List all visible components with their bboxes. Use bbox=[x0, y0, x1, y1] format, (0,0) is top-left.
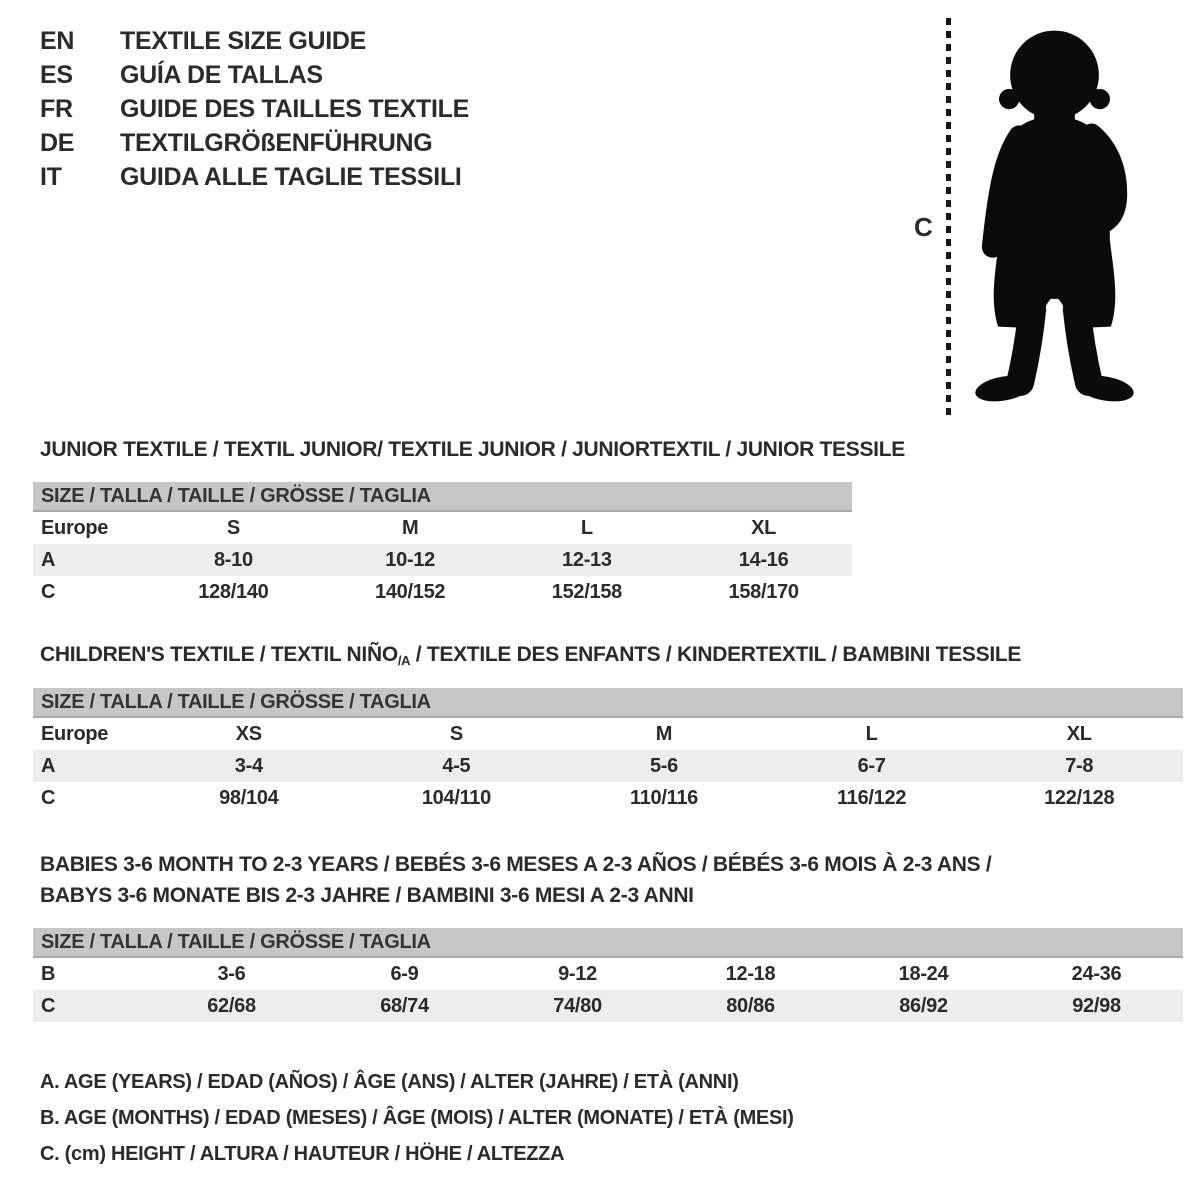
row-label: C bbox=[41, 994, 56, 1017]
lang-row-it bbox=[40, 160, 469, 194]
cell: 110/116 bbox=[629, 786, 698, 809]
cell: 92/98 bbox=[1072, 994, 1121, 1017]
cell: 116/122 bbox=[837, 786, 907, 809]
cell: 5-6 bbox=[649, 754, 678, 777]
cell: 8-10 bbox=[213, 548, 253, 571]
children-title-suffix: / TEXTILE DES ENFANTS / KINDERTEXTIL / BAMBINI TESSILE bbox=[410, 643, 1022, 666]
cell: 98/104 bbox=[219, 786, 279, 809]
lang-row-fr bbox=[40, 92, 469, 126]
cell: 3-4 bbox=[234, 754, 263, 777]
cell: 158/170 bbox=[728, 580, 799, 603]
lang-row-de bbox=[40, 126, 469, 160]
babies-size-table bbox=[33, 928, 1183, 1022]
legend-line-a: A. AGE (YEARS) / EDAD (AÑOS) / ÂGE (ANS) / ALTER (JAHRE) / ETÀ (ANNI) bbox=[40, 1071, 739, 1093]
babies-section-title bbox=[40, 849, 991, 911]
cell: 62/68 bbox=[207, 994, 256, 1017]
language-title-list bbox=[40, 24, 469, 194]
babies-months-row bbox=[33, 958, 1183, 990]
lang-code: FR bbox=[40, 95, 73, 123]
size-col: L bbox=[580, 516, 593, 539]
region-label: Europe bbox=[41, 516, 109, 539]
lang-code: IT bbox=[40, 163, 62, 191]
cell: 152/158 bbox=[551, 580, 622, 603]
measurement-legend bbox=[40, 1064, 794, 1172]
children-size-header-bar: SIZE / TALLA / TAILLE / GRÖSSE / TAGLIA bbox=[33, 688, 1183, 718]
lang-label: GUÍA DE TALLAS bbox=[120, 61, 323, 89]
row-label: A bbox=[41, 754, 56, 777]
cell: 18-24 bbox=[898, 962, 949, 985]
lang-label: TEXTILE SIZE GUIDE bbox=[120, 27, 367, 55]
cell: 104/110 bbox=[421, 786, 491, 809]
junior-size-header-bar: SIZE / TALLA / TAILLE / GRÖSSE / TAGLIA bbox=[33, 482, 852, 512]
junior-columns-row bbox=[33, 512, 852, 544]
cell: 6-7 bbox=[857, 754, 886, 777]
region-label: Europe bbox=[41, 722, 109, 745]
cell: 122/128 bbox=[1044, 786, 1115, 809]
height-dashed-line bbox=[946, 18, 951, 416]
cell: 24-36 bbox=[1071, 962, 1122, 985]
junior-section-title: JUNIOR TEXTILE / TEXTIL JUNIOR/ TEXTILE JUNIOR / JUNIORTEXTIL / JUNIOR TESSILE bbox=[40, 438, 905, 461]
height-measure-figure bbox=[890, 0, 1200, 440]
junior-height-row bbox=[33, 576, 852, 608]
legend-line-b: B. AGE (MONTHS) / EDAD (MESES) / ÂGE (MOIS) / ALTER (MONATE) / ETÀ (MESI) bbox=[40, 1107, 794, 1129]
cell: 14-16 bbox=[738, 548, 789, 571]
size-col: L bbox=[865, 722, 878, 745]
babies-height-row bbox=[33, 990, 1183, 1022]
lang-row-en bbox=[40, 24, 469, 58]
cell: 3-6 bbox=[217, 962, 246, 985]
row-label: B bbox=[41, 962, 56, 985]
size-col: S bbox=[449, 722, 463, 745]
lang-row-es bbox=[40, 58, 469, 92]
children-size-table bbox=[33, 688, 1183, 814]
height-measure-label: C bbox=[914, 212, 933, 242]
size-col: M bbox=[655, 722, 673, 745]
cell: 80/86 bbox=[726, 994, 775, 1017]
row-label: A bbox=[41, 548, 56, 571]
children-age-row bbox=[33, 750, 1183, 782]
lang-code: DE bbox=[40, 129, 75, 157]
cell: 68/74 bbox=[380, 994, 429, 1017]
cell: 6-9 bbox=[390, 962, 419, 985]
lang-label: GUIDE DES TAILLES TEXTILE bbox=[120, 95, 470, 123]
children-columns-row bbox=[33, 718, 1183, 750]
cell: 12-13 bbox=[562, 548, 612, 571]
size-col: XL bbox=[751, 516, 777, 539]
toddler-silhouette-icon bbox=[962, 14, 1147, 419]
junior-age-row bbox=[33, 544, 852, 576]
babies-title-line1: BABIES 3-6 MONTH TO 2-3 YEARS / BEBÉS 3-6 MESES A 2-3 AÑOS / BÉBÉS 3-6 MOIS À 2-3 ANS / bbox=[40, 853, 992, 876]
junior-size-table bbox=[33, 482, 852, 608]
lang-code: EN bbox=[40, 27, 75, 55]
row-label: C bbox=[41, 786, 56, 809]
lang-label: TEXTILGRÖßENFÜHRUNG bbox=[120, 129, 433, 157]
cell: 9-12 bbox=[558, 962, 597, 985]
cell: 7-8 bbox=[1065, 754, 1094, 777]
size-col: XS bbox=[235, 722, 262, 745]
children-section-title bbox=[40, 643, 1021, 667]
legend-line-c: C. (cm) HEIGHT / ALTURA / HAUTEUR / HÖHE / ALTEZZA bbox=[40, 1143, 565, 1165]
cell: 128/140 bbox=[198, 580, 269, 603]
children-title-prefix: CHILDREN'S TEXTILE / TEXTIL NIÑO bbox=[40, 643, 398, 666]
row-label: C bbox=[41, 580, 56, 603]
lang-code: ES bbox=[40, 61, 73, 89]
size-col: M bbox=[401, 516, 419, 539]
cell: 86/92 bbox=[899, 994, 948, 1017]
cell: 10-12 bbox=[385, 548, 435, 571]
children-title-subscript: /A bbox=[397, 653, 411, 668]
children-height-row bbox=[33, 782, 1183, 814]
cell: 140/152 bbox=[375, 580, 446, 603]
cell: 4-5 bbox=[442, 754, 471, 777]
babies-size-header-bar: SIZE / TALLA / TAILLE / GRÖSSE / TAGLIA bbox=[33, 928, 1183, 958]
babies-title-line2: BABYS 3-6 MONATE BIS 2-3 JAHRE / BAMBINI 3-6 MESI A 2-3 ANNI bbox=[40, 884, 694, 907]
lang-label: GUIDA ALLE TAGLIE TESSILI bbox=[120, 163, 462, 191]
size-col: XL bbox=[1066, 722, 1092, 745]
cell: 74/80 bbox=[553, 994, 602, 1017]
size-col: S bbox=[226, 516, 240, 539]
cell: 12-18 bbox=[725, 962, 776, 985]
